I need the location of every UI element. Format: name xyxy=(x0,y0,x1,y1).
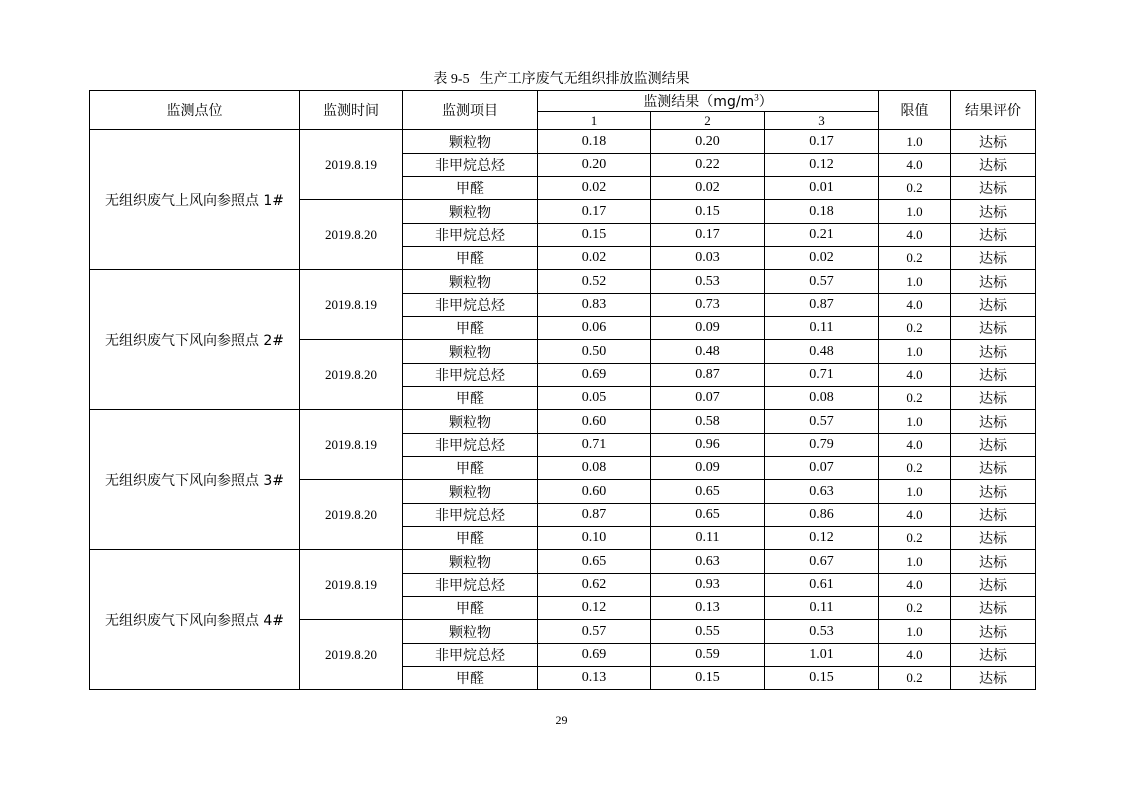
evaluation-cell: 达标 xyxy=(951,130,1036,154)
table-row xyxy=(90,410,1036,434)
result-3-cell: 0.71 xyxy=(765,364,879,387)
item-cell: 甲醛 xyxy=(403,597,538,620)
header-limit: 限值 xyxy=(879,91,951,130)
result-3-cell: 0.07 xyxy=(765,457,879,480)
result-2-cell: 0.55 xyxy=(651,620,765,644)
item-cell: 颗粒物 xyxy=(403,410,538,434)
result-3-cell: 1.01 xyxy=(765,644,879,667)
result-1-cell: 0.15 xyxy=(538,224,651,247)
limit-cell: 1.0 xyxy=(879,200,951,224)
result-1-cell: 0.20 xyxy=(538,154,651,177)
evaluation-cell: 达标 xyxy=(951,434,1036,457)
item-cell: 甲醛 xyxy=(403,387,538,410)
header-run-2: 2 xyxy=(651,112,765,130)
evaluation-cell: 达标 xyxy=(951,340,1036,364)
evaluation-cell: 达标 xyxy=(951,644,1036,667)
limit-cell: 0.2 xyxy=(879,247,951,270)
monitoring-point-cell: 无组织废气下风向参照点 2# xyxy=(90,270,300,410)
evaluation-cell: 达标 xyxy=(951,457,1036,480)
limit-cell: 4.0 xyxy=(879,504,951,527)
result-2-cell: 0.96 xyxy=(651,434,765,457)
limit-cell: 4.0 xyxy=(879,434,951,457)
item-cell: 甲醛 xyxy=(403,247,538,270)
page-number: 29 xyxy=(555,713,568,727)
result-2-cell: 0.22 xyxy=(651,154,765,177)
result-1-cell: 0.06 xyxy=(538,317,651,340)
header-row xyxy=(90,91,1036,112)
table-row xyxy=(90,550,1036,574)
item-cell: 甲醛 xyxy=(403,457,538,480)
result-1-cell: 0.57 xyxy=(538,620,651,644)
result-3-cell: 0.57 xyxy=(765,270,879,294)
result-1-cell: 0.69 xyxy=(538,644,651,667)
limit-cell: 4.0 xyxy=(879,364,951,387)
result-3-cell: 0.17 xyxy=(765,130,879,154)
result-3-cell: 0.63 xyxy=(765,480,879,504)
evaluation-cell: 达标 xyxy=(951,480,1036,504)
result-2-cell: 0.02 xyxy=(651,177,765,200)
evaluation-cell: 达标 xyxy=(951,574,1036,597)
evaluation-cell: 达标 xyxy=(951,270,1036,294)
limit-cell: 1.0 xyxy=(879,550,951,574)
result-1-cell: 0.10 xyxy=(538,527,651,550)
limit-cell: 0.2 xyxy=(879,597,951,620)
limit-cell: 0.2 xyxy=(879,457,951,480)
evaluation-cell: 达标 xyxy=(951,247,1036,270)
result-2-cell: 0.09 xyxy=(651,317,765,340)
item-cell: 颗粒物 xyxy=(403,480,538,504)
result-3-cell: 0.79 xyxy=(765,434,879,457)
result-2-cell: 0.07 xyxy=(651,387,765,410)
table-row xyxy=(90,270,1036,294)
limit-cell: 4.0 xyxy=(879,154,951,177)
header-evaluation: 结果评价 xyxy=(951,91,1036,130)
result-2-cell: 0.65 xyxy=(651,480,765,504)
result-1-cell: 0.83 xyxy=(538,294,651,317)
item-cell: 甲醛 xyxy=(403,667,538,690)
result-3-cell: 0.86 xyxy=(765,504,879,527)
result-2-cell: 0.65 xyxy=(651,504,765,527)
monitoring-date-cell: 2019.8.19 xyxy=(300,550,403,620)
result-3-cell: 0.12 xyxy=(765,154,879,177)
table-title: 生产工序废气无组织排放监测结果 xyxy=(479,71,690,87)
limit-cell: 1.0 xyxy=(879,410,951,434)
limit-cell: 4.0 xyxy=(879,644,951,667)
limit-cell: 0.2 xyxy=(879,527,951,550)
result-3-cell: 0.57 xyxy=(765,410,879,434)
limit-cell: 1.0 xyxy=(879,340,951,364)
limit-cell: 1.0 xyxy=(879,270,951,294)
result-2-cell: 0.58 xyxy=(651,410,765,434)
result-2-cell: 0.87 xyxy=(651,364,765,387)
item-cell: 颗粒物 xyxy=(403,270,538,294)
result-2-cell: 0.53 xyxy=(651,270,765,294)
item-cell: 甲醛 xyxy=(403,177,538,200)
limit-cell: 0.2 xyxy=(879,177,951,200)
item-cell: 甲醛 xyxy=(403,527,538,550)
monitoring-date-cell: 2019.8.20 xyxy=(300,200,403,270)
evaluation-cell: 达标 xyxy=(951,504,1036,527)
result-3-cell: 0.01 xyxy=(765,177,879,200)
result-3-cell: 0.08 xyxy=(765,387,879,410)
item-cell: 甲醛 xyxy=(403,317,538,340)
limit-cell: 0.2 xyxy=(879,667,951,690)
limit-cell: 4.0 xyxy=(879,574,951,597)
result-3-cell: 0.67 xyxy=(765,550,879,574)
result-2-cell: 0.93 xyxy=(651,574,765,597)
table-body xyxy=(90,91,1036,690)
evaluation-cell: 达标 xyxy=(951,597,1036,620)
limit-cell: 4.0 xyxy=(879,224,951,247)
evaluation-cell: 达标 xyxy=(951,200,1036,224)
evaluation-cell: 达标 xyxy=(951,387,1036,410)
item-cell: 颗粒物 xyxy=(403,130,538,154)
result-3-cell: 0.48 xyxy=(765,340,879,364)
result-3-cell: 0.21 xyxy=(765,224,879,247)
evaluation-cell: 达标 xyxy=(951,317,1036,340)
item-cell: 非甲烷总烃 xyxy=(403,504,538,527)
result-1-cell: 0.12 xyxy=(538,597,651,620)
result-1-cell: 0.87 xyxy=(538,504,651,527)
header-results-label: 监测结果（mg/m xyxy=(643,94,755,110)
result-1-cell: 0.65 xyxy=(538,550,651,574)
monitoring-date-cell: 2019.8.19 xyxy=(300,270,403,340)
limit-cell: 1.0 xyxy=(879,480,951,504)
monitoring-results-table xyxy=(89,90,1036,690)
item-cell: 颗粒物 xyxy=(403,550,538,574)
item-cell: 非甲烷总烃 xyxy=(403,434,538,457)
result-1-cell: 0.02 xyxy=(538,177,651,200)
result-1-cell: 0.05 xyxy=(538,387,651,410)
result-2-cell: 0.73 xyxy=(651,294,765,317)
result-2-cell: 0.59 xyxy=(651,644,765,667)
monitoring-date-cell: 2019.8.19 xyxy=(300,130,403,200)
result-3-cell: 0.61 xyxy=(765,574,879,597)
monitoring-date-cell: 2019.8.20 xyxy=(300,620,403,690)
evaluation-cell: 达标 xyxy=(951,410,1036,434)
result-1-cell: 0.50 xyxy=(538,340,651,364)
header-results-close: ） xyxy=(758,94,773,110)
header-results xyxy=(538,91,879,112)
result-2-cell: 0.11 xyxy=(651,527,765,550)
evaluation-cell: 达标 xyxy=(951,667,1036,690)
table-caption xyxy=(0,70,1123,89)
result-3-cell: 0.02 xyxy=(765,247,879,270)
result-1-cell: 0.60 xyxy=(538,480,651,504)
evaluation-cell: 达标 xyxy=(951,527,1036,550)
result-2-cell: 0.63 xyxy=(651,550,765,574)
result-3-cell: 0.87 xyxy=(765,294,879,317)
table-row xyxy=(90,130,1036,154)
result-2-cell: 0.20 xyxy=(651,130,765,154)
item-cell: 颗粒物 xyxy=(403,340,538,364)
result-2-cell: 0.15 xyxy=(651,667,765,690)
result-1-cell: 0.13 xyxy=(538,667,651,690)
limit-cell: 0.2 xyxy=(879,387,951,410)
result-2-cell: 0.48 xyxy=(651,340,765,364)
limit-cell: 0.2 xyxy=(879,317,951,340)
monitoring-point-cell: 无组织废气上风向参照点 1# xyxy=(90,130,300,270)
result-3-cell: 0.18 xyxy=(765,200,879,224)
item-cell: 非甲烷总烃 xyxy=(403,574,538,597)
item-cell: 非甲烷总烃 xyxy=(403,644,538,667)
header-item: 监测项目 xyxy=(403,91,538,130)
result-2-cell: 0.03 xyxy=(651,247,765,270)
result-1-cell: 0.18 xyxy=(538,130,651,154)
monitoring-date-cell: 2019.8.20 xyxy=(300,480,403,550)
limit-cell: 1.0 xyxy=(879,620,951,644)
table-number: 表 9-5 xyxy=(433,72,470,87)
item-cell: 非甲烷总烃 xyxy=(403,364,538,387)
item-cell: 非甲烷总烃 xyxy=(403,224,538,247)
monitoring-point-cell: 无组织废气下风向参照点 4# xyxy=(90,550,300,690)
item-cell: 非甲烷总烃 xyxy=(403,154,538,177)
result-1-cell: 0.02 xyxy=(538,247,651,270)
header-run-1: 1 xyxy=(538,112,651,130)
evaluation-cell: 达标 xyxy=(951,550,1036,574)
header-point: 监测点位 xyxy=(90,91,300,130)
result-3-cell: 0.15 xyxy=(765,667,879,690)
monitoring-date-cell: 2019.8.19 xyxy=(300,410,403,480)
evaluation-cell: 达标 xyxy=(951,177,1036,200)
result-3-cell: 0.11 xyxy=(765,317,879,340)
evaluation-cell: 达标 xyxy=(951,620,1036,644)
result-3-cell: 0.12 xyxy=(765,527,879,550)
result-1-cell: 0.69 xyxy=(538,364,651,387)
monitoring-date-cell: 2019.8.20 xyxy=(300,340,403,410)
evaluation-cell: 达标 xyxy=(951,224,1036,247)
evaluation-cell: 达标 xyxy=(951,154,1036,177)
result-1-cell: 0.17 xyxy=(538,200,651,224)
header-run-3: 3 xyxy=(765,112,879,130)
result-1-cell: 0.52 xyxy=(538,270,651,294)
header-time: 监测时间 xyxy=(300,91,403,130)
result-1-cell: 0.62 xyxy=(538,574,651,597)
item-cell: 颗粒物 xyxy=(403,200,538,224)
result-2-cell: 0.17 xyxy=(651,224,765,247)
limit-cell: 4.0 xyxy=(879,294,951,317)
result-1-cell: 0.08 xyxy=(538,457,651,480)
monitoring-point-cell: 无组织废气下风向参照点 3# xyxy=(90,410,300,550)
result-3-cell: 0.53 xyxy=(765,620,879,644)
result-2-cell: 0.15 xyxy=(651,200,765,224)
result-2-cell: 0.13 xyxy=(651,597,765,620)
header-results-sup: 3 xyxy=(754,92,759,103)
result-2-cell: 0.09 xyxy=(651,457,765,480)
result-1-cell: 0.71 xyxy=(538,434,651,457)
item-cell: 非甲烷总烃 xyxy=(403,294,538,317)
limit-cell: 1.0 xyxy=(879,130,951,154)
evaluation-cell: 达标 xyxy=(951,294,1036,317)
item-cell: 颗粒物 xyxy=(403,620,538,644)
evaluation-cell: 达标 xyxy=(951,364,1036,387)
result-1-cell: 0.60 xyxy=(538,410,651,434)
result-3-cell: 0.11 xyxy=(765,597,879,620)
